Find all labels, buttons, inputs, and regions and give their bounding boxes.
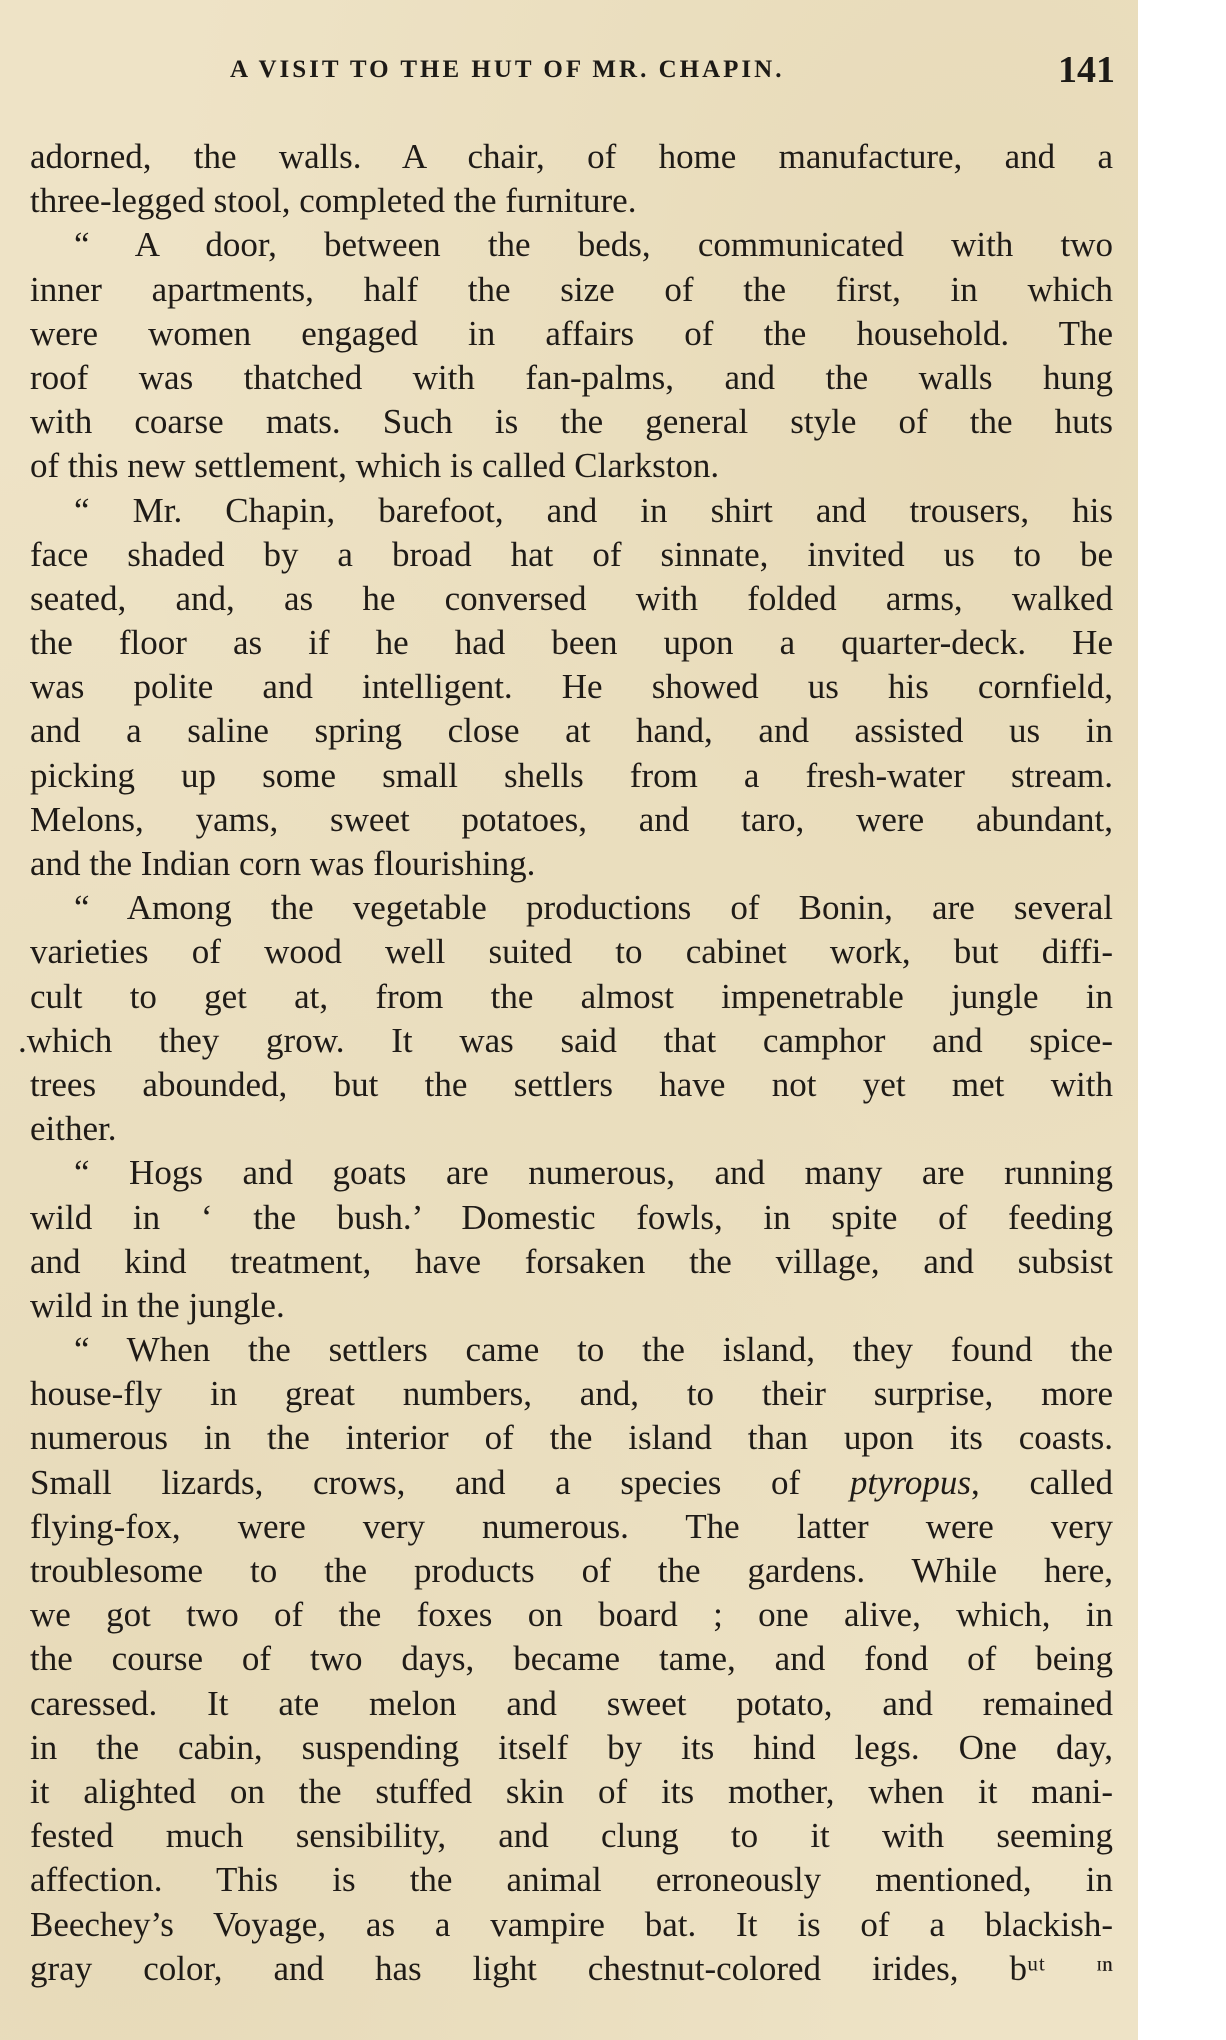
text-line: Melons, yams, sweet potatoes, and taro, were abundant,	[30, 799, 1113, 839]
text-line: Beechey’s Voyage, as a vampire bat. It is of a blackish-	[30, 1904, 1113, 1944]
text-line: flying-fox, were very numerous. The latter were very	[30, 1506, 1113, 1546]
text-line: “ When the settlers came to the island, they found the	[74, 1330, 1113, 1370]
text-line: “ A door, between the beds, communicated with two	[74, 225, 1113, 265]
running-title: A VISIT TO THE HUT OF MR. CHAPIN.	[230, 56, 785, 83]
page-number: 141	[1058, 49, 1115, 91]
text-line: .which they grow. It was said that camphor and spice-	[18, 1020, 1113, 1060]
text-line: and the Indian corn was flourishing.	[30, 844, 536, 883]
text-line: three-legged stool, completed the furniture.	[30, 181, 637, 221]
text-line: affection. This is the animal erroneously mentioned, in	[30, 1860, 1113, 1900]
text-line: cult to get at, from the almost impenetrable jungle in	[30, 976, 1113, 1016]
text-line: caressed. It ate melon and sweet potato, and remained	[30, 1683, 1113, 1723]
text-line: were women engaged in affairs of the household. The	[30, 313, 1113, 353]
text-line: house-fly in great numbers, and, to their surprise, more	[30, 1374, 1113, 1414]
text-line: and kind treatment, have forsaken the village, and subsist	[30, 1241, 1113, 1281]
text-line: it alighted on the stuffed skin of its mother, when it mani-	[30, 1771, 1113, 1811]
text-line: picking up some small shells from a fresh-water stream.	[30, 755, 1113, 795]
text-line: face shaded by a broad hat of sinnate, invited us to be	[30, 534, 1113, 574]
text-line: gray color, and has light chestnut-colored irides, bᵘᵗ ᶦⁿ	[30, 1948, 1113, 1988]
text-line: “ Mr. Chapin, barefoot, and in shirt and trousers, his	[74, 490, 1113, 530]
text-line: trees abounded, but the settlers have not yet met with	[30, 1064, 1113, 1104]
text-line: and a saline spring close at hand, and assisted us in	[30, 711, 1113, 751]
scan-margin	[1138, 0, 1226, 2040]
text-line: “ Among the vegetable productions of Bonin, are several	[74, 888, 1113, 928]
text-line: numerous in the interior of the island than upon its coasts.	[30, 1418, 1113, 1458]
text-line: seated, and, as he conversed with folded arms, walked	[30, 578, 1113, 618]
text-segment: , called	[971, 1462, 1113, 1502]
text-line: the floor as if he had been upon a quarter-deck. He	[30, 623, 1113, 663]
text-line: fested much sensibility, and clung to it with seeming	[30, 1816, 1113, 1856]
text-line: troublesome to the products of the gardens. While here,	[30, 1551, 1113, 1590]
text-line: of this new settlement, which is called Clarkston.	[30, 446, 720, 486]
text-line: “ Hogs and goats are numerous, and many are running	[74, 1153, 1113, 1193]
text-line: roof was thatched with fan-palms, and the walls hung	[30, 357, 1113, 397]
text-line: varieties of wood well suited to cabinet work, but diffi-	[30, 932, 1113, 972]
text-line: the course of two days, became tame, and fond of being	[30, 1639, 1113, 1679]
text-line: wild in the jungle.	[30, 1285, 285, 1325]
running-head	[30, 48, 1115, 98]
text-line	[30, 1461, 1113, 1505]
text-line: in the cabin, suspending itself by its hind legs. One day,	[30, 1727, 1113, 1767]
text-line: adorned, the walls. A chair, of home manufacture, and a	[30, 137, 1113, 176]
text-line: was polite and intelligent. He showed us his cornfield,	[30, 667, 1113, 707]
text-line: either.	[30, 1109, 117, 1149]
text-line: wild in ‘ the bush.’ Domestic fowls, in spite of feeding	[30, 1197, 1113, 1237]
text-segment: Small lizards, crows, and a species of	[30, 1462, 801, 1502]
text-line: inner apartments, half the size of the first, in which	[30, 269, 1113, 309]
text-line: we got two of the foxes on board ; one alive, which, in	[30, 1595, 1113, 1635]
body-text	[18, 135, 1113, 1991]
text-line: with coarse mats. Such is the general style of the huts	[30, 402, 1113, 442]
italic-term: ptyropus	[849, 1462, 972, 1502]
